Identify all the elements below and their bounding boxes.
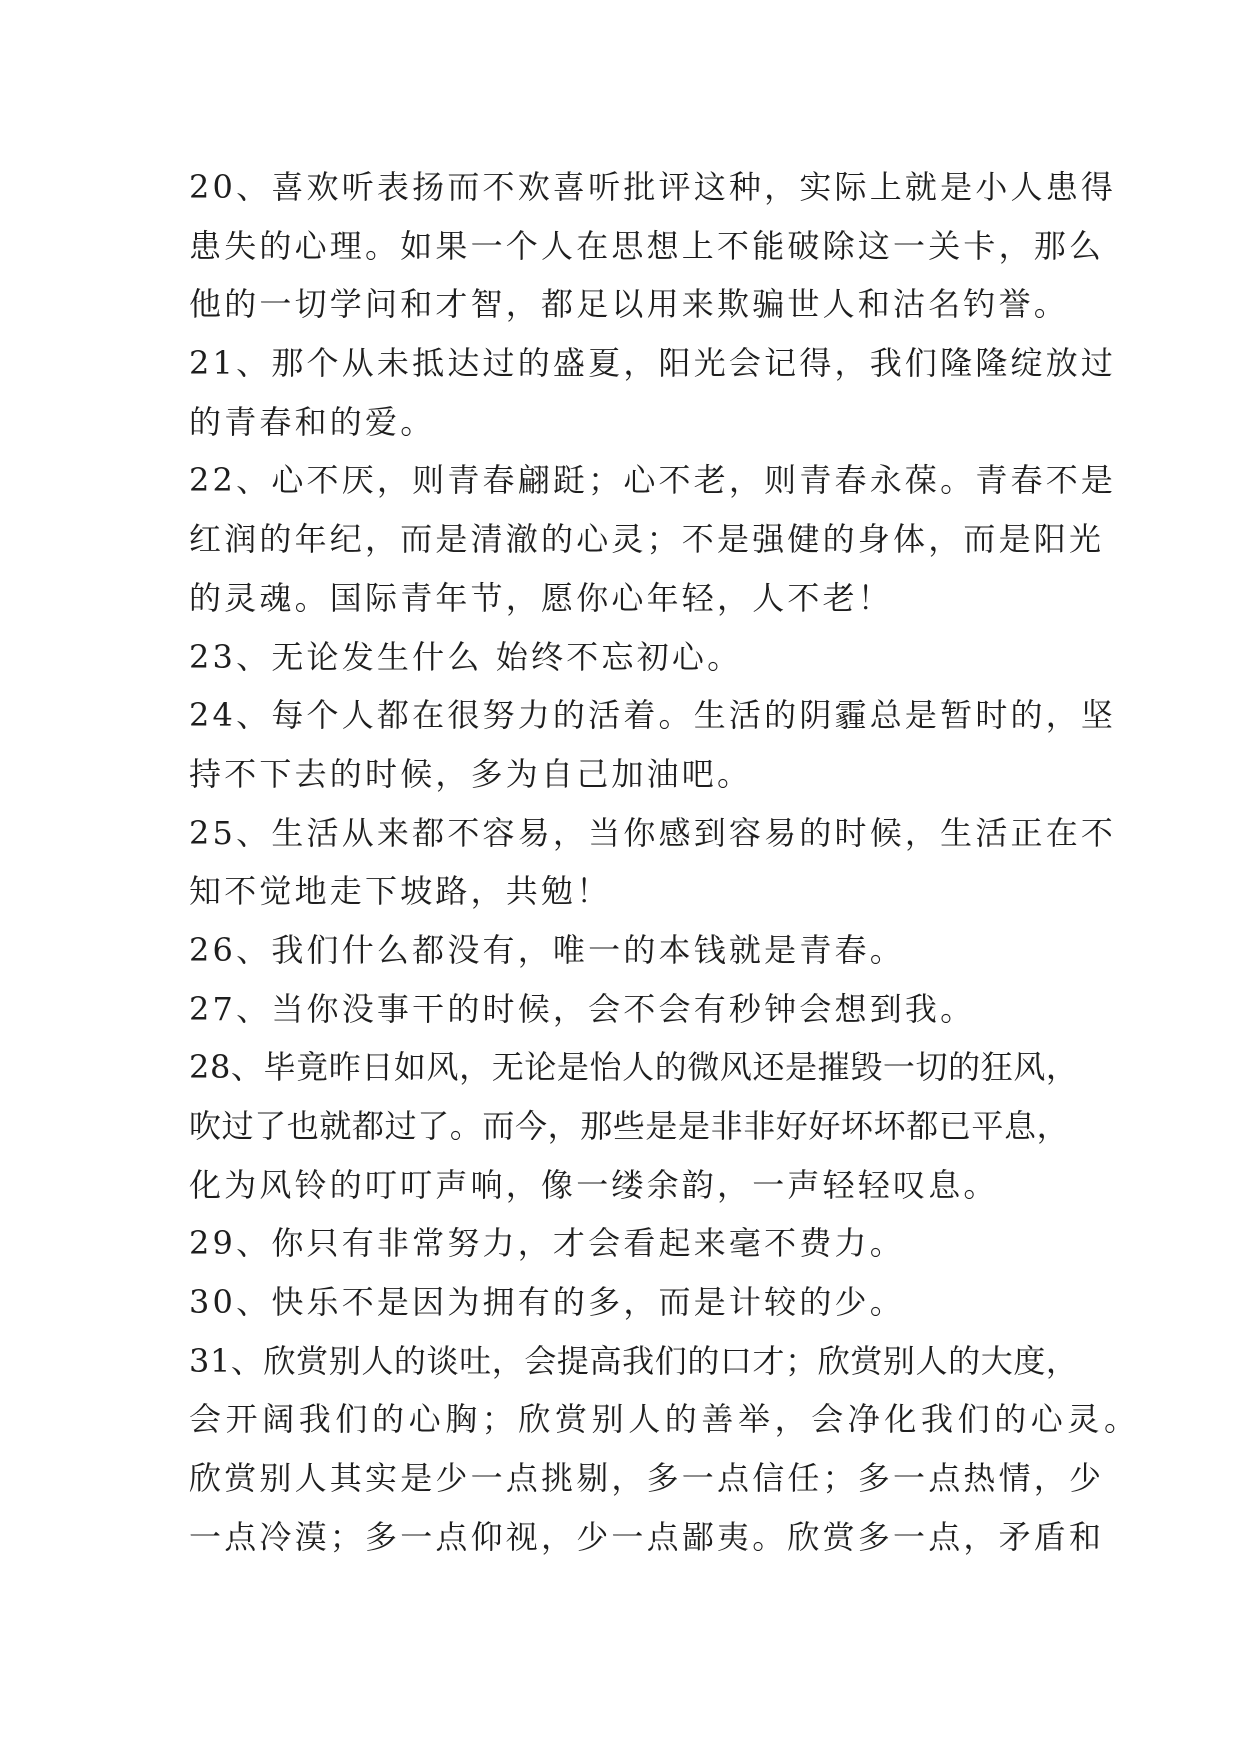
text-line: 24、每个人都在很努力的活着。生活的阴霾总是暂时的，坚 [189,696,1117,735]
text-line: 25、生活从来都不容易，当你感到容易的时候，生活正在不 [189,813,1117,852]
text-line: 26、我们什么都没有，唯一的本钱就是青春。 [189,930,905,969]
text-line: 28、毕竟昨日如风，无论是怡人的微风还是摧毁一切的狂风， [189,1048,1079,1087]
text-line: 31、欣赏别人的谈吐，会提高我们的口才；欣赏别人的大度， [189,1341,1079,1380]
text-line: 患失的心理。如果一个人在思想上不能破除这一关卡，那么 [189,226,1105,265]
document-body [189,158,1141,1567]
text-line: 29、你只有非常努力，才会看起来毫不费力。 [189,1224,905,1263]
text-line: 红润的年纪，而是清澈的心灵；不是强健的身体，而是阳光 [189,520,1105,559]
text-line: 一点冷漠；多一点仰视，少一点鄙夷。欣赏多一点，矛盾和 [189,1517,1105,1556]
text-line: 27、当你没事干的时候，会不会有秒钟会想到我。 [189,989,976,1028]
text-line: 持不下去的时候，多为自己加油吧。 [189,754,753,793]
text-line: 他的一切学问和才智，都足以用来欺骗世人和沽名钓誉。 [189,285,1070,324]
text-line: 的青春和的爱。 [189,402,436,441]
text-line: 21、那个从未抵达过的盛夏，阳光会记得，我们隆隆绽放过 [189,344,1117,383]
text-line: 20、喜欢听表扬而不欢喜听批评这种，实际上就是小人患得 [189,168,1117,206]
text-line: 化为风铃的叮叮声响，像一缕余韵，一声轻轻叹息。 [189,1165,999,1204]
text-line: 吹过了也就都过了。而今，那些是是非非好好坏坏都已平息， [189,1107,1070,1145]
text-line: 23、无论发生什么 始终不忘初心。 [189,637,743,676]
text-line: 30、快乐不是因为拥有的多，而是计较的少。 [189,1283,905,1322]
text-line: 22、心不厌，则青春翩跹；心不老，则青春永葆。青春不是 [189,461,1117,500]
text-line: 欣赏别人其实是少一点挑剔，多一点信任；多一点热情，少 [189,1459,1105,1498]
text-line: 会开阔我们的心胸；欣赏别人的善举，会净化我们的心灵。 [189,1400,1141,1439]
text-line: 知不觉地走下坡路，共勉！ [189,872,612,911]
text-line: 的灵魂。国际青年节，愿你心年轻，人不老！ [189,578,894,617]
